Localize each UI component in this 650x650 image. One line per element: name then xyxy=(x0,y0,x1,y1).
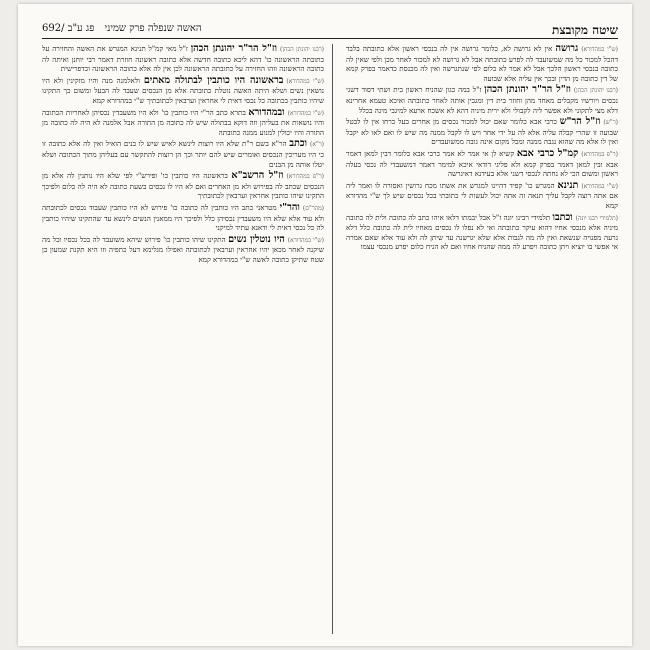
header-meta-group xyxy=(42,23,212,34)
commentary-paragraph xyxy=(42,76,324,106)
paragraph-text: התקינו שיהו כותבין כו' פירוש שיהא משועבד לה בכל נכסיו וכל מה שיקנה לאחר מכאן יהיו אחראין וערבאין לכתובתה ואפילו מגלימא דעל כתפיה וזו היא תקנת שמעון בן שטח שתיקן כתובה לאשה ש"י במהדורא קמא xyxy=(42,234,324,264)
commentary-paragraph xyxy=(42,203,324,233)
folio-label: פג ע"ב / xyxy=(61,22,95,34)
lead-word: וז"ל הר"ר יהונתן הכהן xyxy=(190,44,278,54)
source-attribution: (ש"י במהדורא) xyxy=(581,46,618,53)
commentary-paragraph xyxy=(42,171,324,201)
source-attribution: (רבנו יהונתן הכהן) xyxy=(573,87,618,95)
chapter-title: האשה שנפלה פרק שמיני xyxy=(104,22,202,34)
paragraph-text: ז"ל במה כגון שהניח ראשון בית ושתי דסוד דשני נכסים ויורשיו מקבלים מאחד מהן וחוזר בית דין ומגבין אותה לאחר כתובתה ואיכא טעמא אחרינא דלא מצי לתקוני ולא אפשר ליה לקבולי ולא ירית מיניה דהא לא אשכח ארעא למיגבי מינה בכלל xyxy=(346,85,618,115)
source-attribution: (ר"ש) xyxy=(603,119,618,127)
commentary-paragraph xyxy=(346,149,618,179)
source-attribution: (ר"פ במהדורא) xyxy=(286,173,324,181)
commentary-paragraph xyxy=(42,44,324,74)
paragraph-text: המגרש כו' קפיד דהיינו למגרש את אשתו מכח גרושין ואסורה לו ואמר ליה אם אתה רוצה לקבל עליך תנאה זה אתה יכול לעשות לי כתובתי בכל נכסים שיש לך ש"י מהדורא קמא xyxy=(346,180,618,210)
lead-word: וז"ל הרשב"א xyxy=(231,170,284,182)
source-attribution: (מהר"ם) xyxy=(302,204,324,212)
commentary-paragraph xyxy=(42,235,324,265)
paragraph-text: כרבי אבא כלומר שאם יכול למכור נכסים מן אחרים בעל כרחו אין לו לבטל שבועה זו שהרי קבלה עליה אלא לה על ידי אחר ויש לו לקבל ממנה מה שיש לו ואם לאו לא יקבל ואין לו אלא מה שהוא נגבה ממנה ומכל מקום אינה גובה ממשועבדים xyxy=(346,117,618,147)
column-divider xyxy=(332,44,333,634)
paragraph-text: אין לא גרושה לא, כלומר גרושה אין לה בנכסי ראשון אלא כתובתה בלבד דהכל למכור כל מה שמשועבד לה לפרע כתובתה אבל לא גרושה לא למכור לאחר מכן ולפי שאין לה כתובה בנכסי ראשון הלכך אבל לא אמר לא כלום לפי שנתגרשה ואין לה מכנסת כדאמר בפרק קמא של דין כתובה מן הדין ובכך אין עליה אלא שבועה xyxy=(346,44,618,83)
page-header xyxy=(42,18,618,38)
lead-word: וז"ל הר"ר יהונתן הכהן xyxy=(484,84,571,96)
lead-word: קמ"ל כרבי אבא xyxy=(516,147,579,159)
paragraph-text: ולאלמנה מנה והיו מזקינין ולא היו נושאין נשים ושלא היתה האשה נוטלת כתובתה אלא מן הנכסים שעבד לה הבעל ומשום כך התקינו שיהיו כותבין בכתובה כל נכסי דאית לי אחראין וערבאין לכתובתיך ש"י במהדורא קמא xyxy=(42,75,324,105)
header-rule xyxy=(42,38,618,39)
header-title-group xyxy=(552,19,618,38)
source-attribution: (ר"א) xyxy=(310,141,324,149)
source-attribution: (רבנו יהונתן הכהן) xyxy=(280,46,324,53)
paragraph-text: הר"א בשם ר"ת שלא היו רוצות לינשא לאיש שיש לו בנים הואיל ואין לה אלא כתובה זו כי היו מעריכין הנכסים ואומרים שיש להם יותר וכך הן רוצות להתקשר עם בעליהן מתוך הכתובה ושלא יטלו אותה מן הבנים xyxy=(42,139,324,169)
source-attribution: (תלמידי רבנו יונה) xyxy=(575,214,618,222)
source-attribution: (ש"י במהדורא) xyxy=(581,182,618,190)
book-title: שיטה מקובצת xyxy=(552,22,618,37)
right-column xyxy=(346,44,618,636)
commentary-paragraph xyxy=(346,181,618,211)
source-attribution: (ש"י במהדורא) xyxy=(287,236,324,244)
commentary-paragraph xyxy=(346,44,618,83)
lead-word: היו נוטלין נשים xyxy=(228,233,285,245)
paragraph-text: תלמידי רבינו יונה ז"ל אבל יבמתו דלאו איהו כתב לה כתובה ולית לה כתובה מיניה אלא מנכסי אחיו דהוא עיקר כתובתה ואי לא נפלו לו נכסים מאחיו לית לה כתובה כלל דלא גרעה מפנויה שנשאת ואין לה מה לגבות אלא שלא יגרשנה עד שיתן לה ולא עוד אלא שאם אמרה אי אפשי בו יוציא ויתן כתובה ויפרע לה ממה שהניח אחיו ואם לא הניח כלום יפרע מנכסי עצמו xyxy=(346,212,618,252)
paragraph-text: בתרא כתב הר"י היו כותבין כו' ולא היו משעבדין נכסיהן לאחריות הכתובה והיו נושאות את בעליהן וזה דוקא בבתולה שיש לה כתובה מן התורה אבל אלמנה לא היה לה כתובה מן התורה והיו יכולין למנוע ממנה כתובתה xyxy=(42,107,324,137)
commentary-paragraph xyxy=(42,139,324,169)
lead-word: וכתב xyxy=(289,138,307,150)
lead-word: ובמהדורא xyxy=(248,106,285,118)
source-attribution: (ש"י במהדורא) xyxy=(287,109,324,117)
commentary-paragraph xyxy=(346,85,618,115)
left-column xyxy=(42,44,324,636)
lead-word: וז"ל הר"ש xyxy=(559,116,601,128)
commentary-paragraph xyxy=(346,117,618,147)
source-attribution: (ר"פ במהדורא) xyxy=(581,150,618,158)
paragraph-text: מטראני כתב היו כותבין לה כתובה כו' פירוש לא היו כותבין שעבוד נכסים לכתובתה ולא עוד אלא שלא היו משעבדין נכסיהן כלל ולפיכך היו ממאנין הנשים לינשא עד שהתקינו שיהיו כותבין לה כל נכסי דאית לי ודאנא עתיד למיקני xyxy=(42,202,324,233)
source-attribution: (ש"י במהדורא) xyxy=(286,77,324,85)
lead-word: תנינא xyxy=(557,179,579,191)
page-number: 692 xyxy=(42,22,62,34)
commentary-paragraph xyxy=(346,213,618,252)
lead-word: גרושה xyxy=(555,44,579,54)
lead-word: וכתבו xyxy=(552,211,573,223)
book-page xyxy=(18,4,632,646)
lead-word: והר"י xyxy=(279,201,300,213)
paragraph-text: קשיא לן אי אמר לא אמר כרבי אבא כלומר דבין למאן דאמר אבא ובין למאן דאמר בפרק קמא ולא פליגי דודאי איכא למימר דאמר דמשעבדי לה נכסי בעלה ראשון ומשום הכי לא נחתה לנכסי דשני אלא בעידנא דאיגרשה xyxy=(346,148,618,179)
lead-word: בראשונה היו כותבין לבתולה מאתים xyxy=(143,74,284,86)
paragraph-text: בראשונה היו כותבין כו' ופירש"י לפי שלא היו נותנין לה אלא מן הנכסים שכתב לה בפירוש ולא מן האחרים ואם לא היו לו נכסים בשעת כתובה לא היה לה כלום ולפיכך התקינו שיהו כותבין אחראין וערבאין לכתובתיך xyxy=(42,171,324,201)
commentary-paragraph xyxy=(42,108,324,138)
paragraph-text: ז"ל מאי קמ"ל תנינא המגרש את האשה והחזירה על כתובתה הראשונה כו' דהא ליכא כתובה חדשה אלא כתובה ראשונה חוזרת דאמר רבי יוחנן ואיתה לה כתובה הראשונה וזהו החזירה על כתובתה הראשונה לכן אין לה אלא כתובה הראשונה וכדפרישית xyxy=(42,44,324,74)
